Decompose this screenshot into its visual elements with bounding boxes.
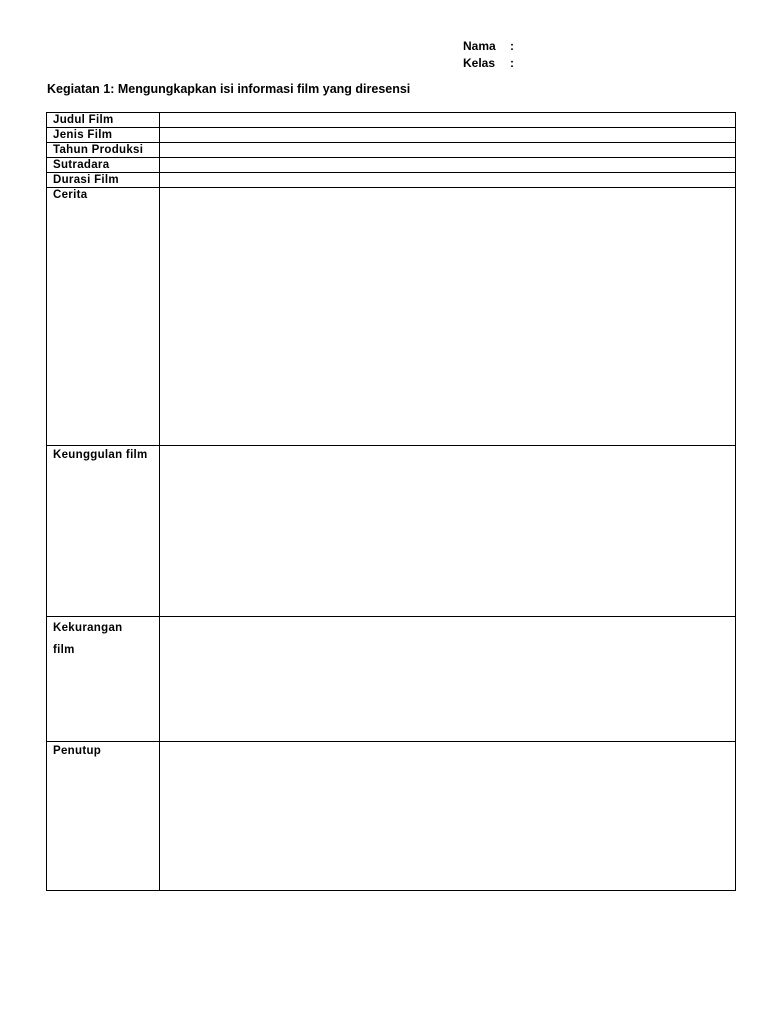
label-keunggulan-film: Keunggulan film xyxy=(47,446,160,617)
name-label: Nama xyxy=(463,39,496,53)
class-row xyxy=(463,55,520,72)
activity-title: Kegiatan 1: Mengungkapkan isi informasi film yang diresensi xyxy=(47,82,411,96)
table-row-judul-film xyxy=(47,113,736,128)
value-cell-tahun-produksi xyxy=(160,143,736,158)
label-kekurangan-line2: film xyxy=(53,644,75,656)
label-cerita: Cerita xyxy=(47,188,160,446)
label-kekurangan-film xyxy=(47,617,160,742)
table-row-kekurangan-film xyxy=(47,617,736,742)
table-row-cerita xyxy=(47,188,736,446)
name-row xyxy=(463,38,520,55)
label-kekurangan-line1: Kekurangan xyxy=(53,622,123,634)
table-row-tahun-produksi xyxy=(47,143,736,158)
label-judul-film: Judul Film xyxy=(47,113,160,128)
class-colon: : xyxy=(510,56,514,70)
table-row-penutup xyxy=(47,742,736,891)
value-cell-judul-film xyxy=(160,113,736,128)
label-tahun-produksi: Tahun Produksi xyxy=(47,143,160,158)
value-cell-kekurangan-film xyxy=(160,617,736,742)
label-sutradara: Sutradara xyxy=(47,158,160,173)
table-row-keunggulan-film xyxy=(47,446,736,617)
label-jenis-film: Jenis Film xyxy=(47,128,160,143)
value-cell-jenis-film xyxy=(160,128,736,143)
table-row-jenis-film xyxy=(47,128,736,143)
value-cell-keunggulan-film xyxy=(160,446,736,617)
value-cell-sutradara xyxy=(160,158,736,173)
film-review-table xyxy=(46,112,736,891)
label-durasi-film: Durasi Film xyxy=(47,173,160,188)
value-cell-durasi-film xyxy=(160,173,736,188)
name-colon: : xyxy=(510,39,514,53)
student-identity-block xyxy=(463,38,520,72)
table-row-durasi-film xyxy=(47,173,736,188)
label-penutup: Penutup xyxy=(47,742,160,891)
value-cell-cerita xyxy=(160,188,736,446)
class-label: Kelas xyxy=(463,56,496,70)
value-cell-penutup xyxy=(160,742,736,891)
table-row-sutradara xyxy=(47,158,736,173)
